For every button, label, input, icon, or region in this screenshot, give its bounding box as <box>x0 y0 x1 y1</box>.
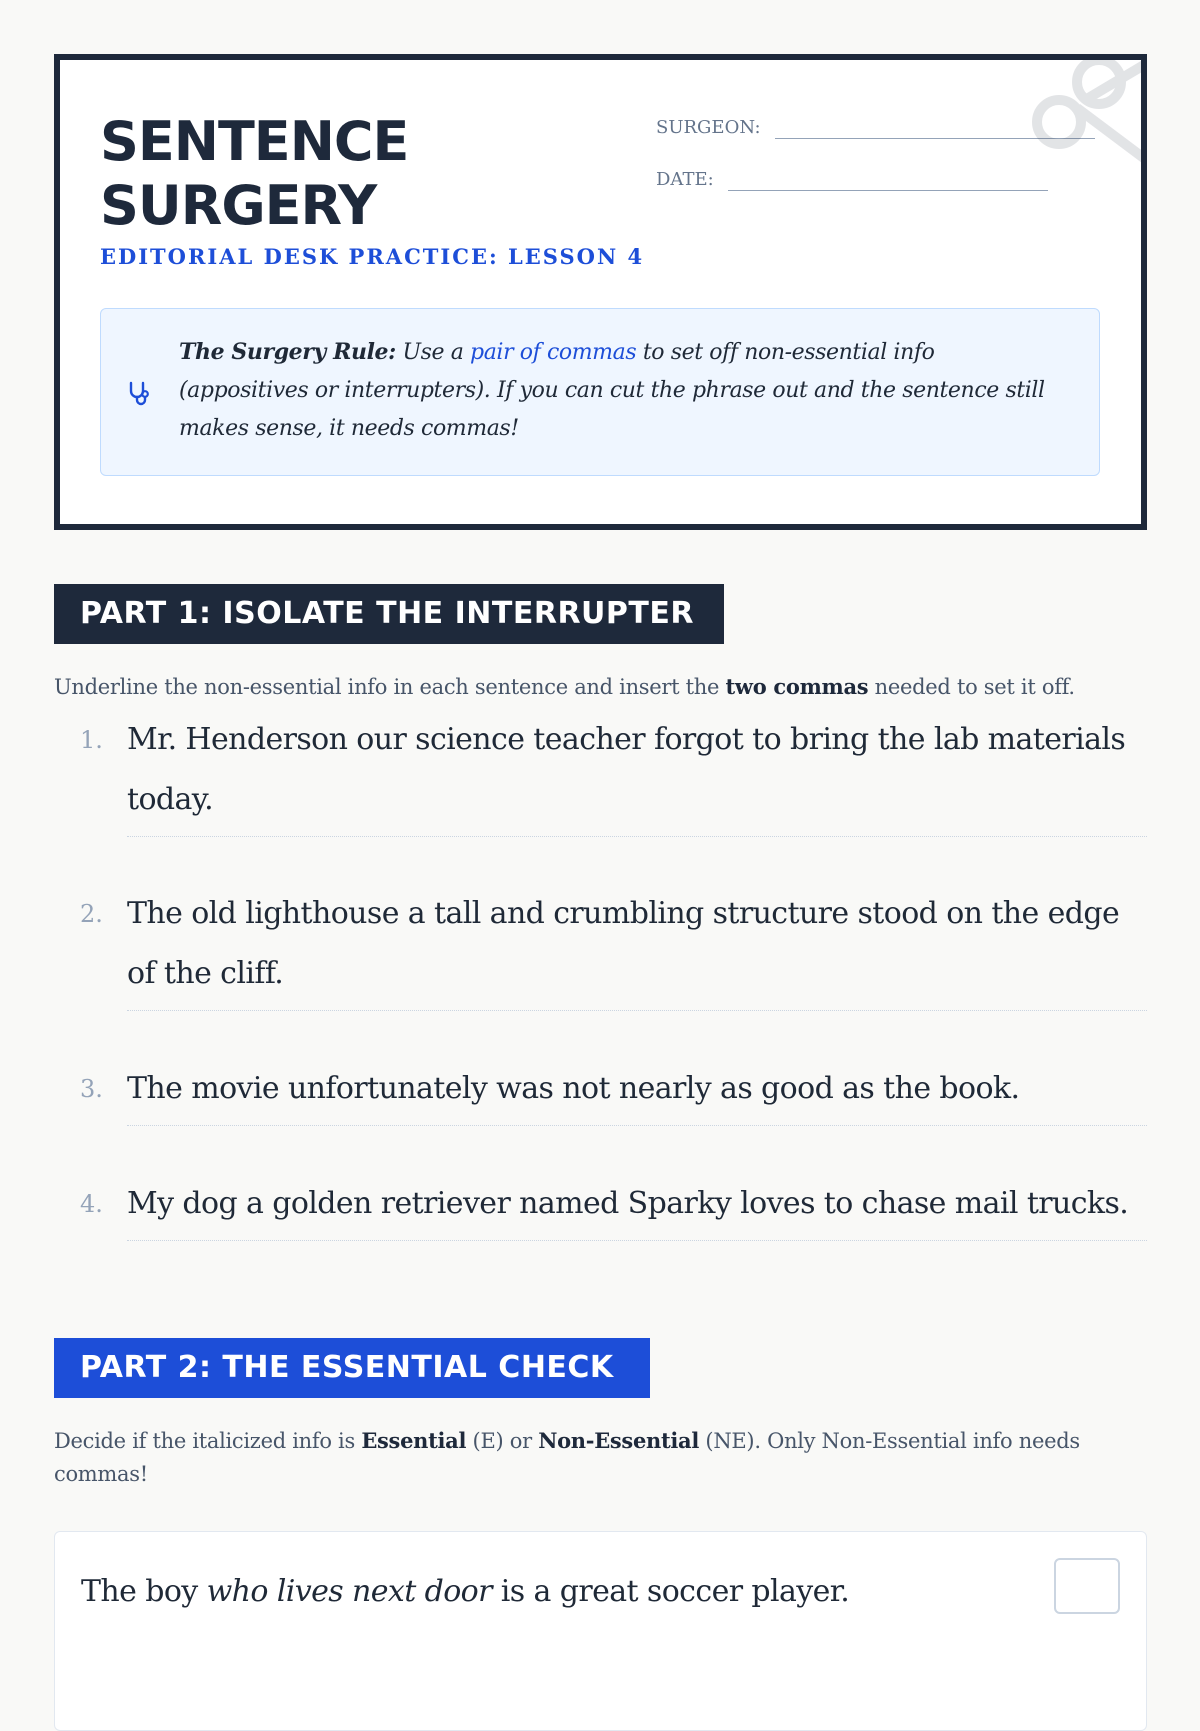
part2-heading: PART 2: THE ESSENTIAL CHECK <box>54 1338 650 1398</box>
title-line-2: SURGERY <box>100 174 377 237</box>
part1-inst-before: Underline the non-essential info in each sentence and insert the <box>54 675 726 699</box>
item-sentence[interactable]: My dog a golden retriever named Sparky loves to chase mail trucks. <box>127 1174 1147 1241</box>
item-sentence[interactable]: Mr. Henderson our science teacher forgot to bring the lab materials today. <box>127 710 1147 837</box>
surgery-rule-text <box>179 333 1059 448</box>
part1-heading: PART 1: ISOLATE THE INTERRUPTER <box>54 584 724 644</box>
date-input-line[interactable] <box>728 168 1048 191</box>
item-sentence[interactable]: The old lighthouse a tall and crumbling structure stood on the edge of the cliff. <box>127 884 1147 1011</box>
part2-inst-b: Essential <box>361 1428 467 1453</box>
scissors-icon <box>1029 54 1147 172</box>
header-card <box>54 54 1147 530</box>
essential-check-card <box>54 1531 1147 1731</box>
part2-inst-a: Decide if the italicized info is <box>54 1429 362 1453</box>
surgery-rule-box <box>100 308 1100 476</box>
answer-box[interactable] <box>1054 1558 1120 1614</box>
part2-instructions <box>54 1424 1147 1491</box>
check-sentence <box>81 1574 849 1609</box>
part1-inst-bold: two commas <box>725 674 869 699</box>
check-after: is a great soccer player. <box>491 1574 850 1609</box>
part2-inst-c: (E) or <box>466 1429 539 1453</box>
title-line-1: SENTENCE <box>100 110 409 173</box>
item-number: 4. <box>80 1190 103 1218</box>
item-number: 3. <box>80 1075 103 1103</box>
check-before: The boy <box>81 1574 207 1609</box>
date-field[interactable] <box>656 168 1048 191</box>
page-title <box>100 110 460 238</box>
rule-lead: The Surgery Rule: <box>179 339 396 365</box>
surgeon-label: SURGEON: <box>656 117 761 138</box>
stethoscope-icon <box>125 379 153 407</box>
lesson-subtitle: EDITORIAL DESK PRACTICE: LESSON 4 <box>100 244 645 269</box>
rule-text-before: Use a <box>395 340 471 365</box>
part2-inst-e: (NE). Only Non-Essential info needs commas! <box>54 1429 1080 1486</box>
part1-inst-after: needed to set it off. <box>868 675 1075 699</box>
item-number: 2. <box>80 900 103 928</box>
item-sentence[interactable]: The movie unfortunately was not nearly as good as the book. <box>127 1059 1147 1126</box>
rule-highlight: pair of commas <box>470 340 637 365</box>
part2-inst-d: Non-Essential <box>538 1428 700 1453</box>
worksheet <box>54 54 1147 1609</box>
check-italic: who lives next door <box>206 1574 492 1609</box>
rule-text-after: to set off non-essential info (appositives or interrupters). If you can cut the phrase out and the sentence still makes sense, it needs commas! <box>179 340 1045 441</box>
part1-instructions <box>54 670 1147 704</box>
item-number: 1. <box>80 726 103 754</box>
date-label: DATE: <box>656 169 714 190</box>
